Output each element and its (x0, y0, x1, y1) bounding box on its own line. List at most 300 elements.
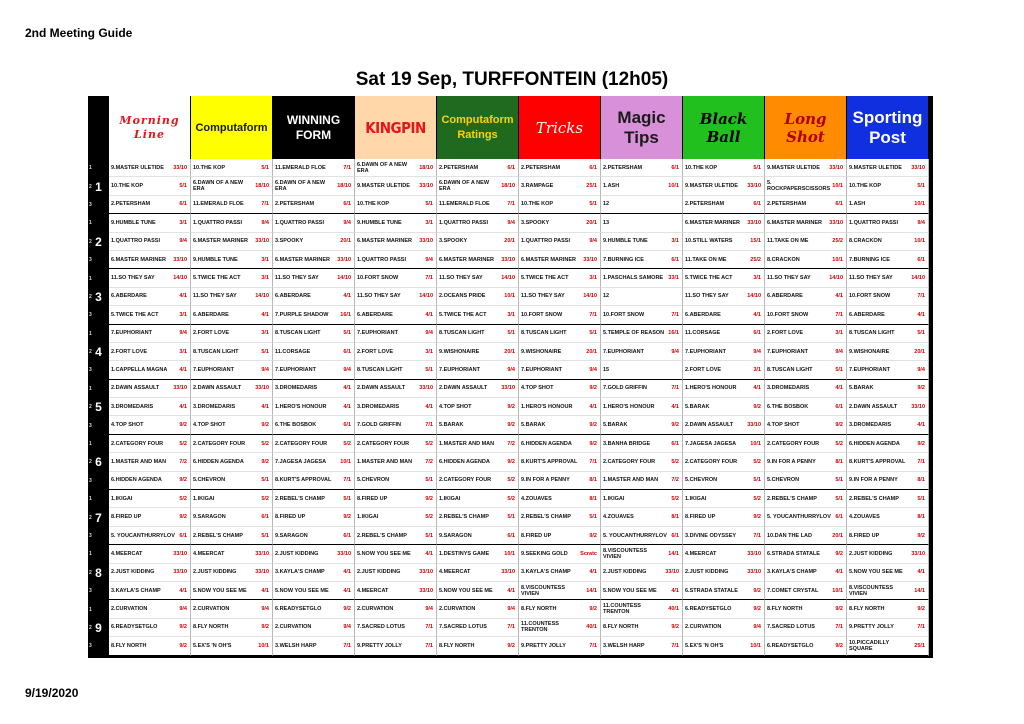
horse-name: 7.EUPHORIANT (603, 348, 644, 355)
odds: 5/1 (425, 477, 433, 484)
horse-name: 3.KAYLA'S CHAMP (275, 569, 325, 576)
horse-name: 15 (603, 366, 610, 373)
odds: 5/1 (507, 330, 515, 337)
odds: 16/1 (340, 311, 351, 318)
odds: 33/10 (419, 385, 433, 392)
odds: 15/1 (750, 238, 761, 245)
horse-name: 2.CATEGORY FOUR (685, 458, 738, 465)
horse-name: 11.COUNTESS TRENTON (603, 603, 641, 616)
tip-cell (191, 637, 273, 655)
horse-name: 5.EX'S 'N OH'S (193, 642, 232, 649)
tip-cell (273, 527, 355, 545)
odds: 20/1 (340, 238, 351, 245)
horse-name: 10.FORT SNOW (849, 293, 891, 300)
horse-name: 2.FORT LOVE (767, 330, 804, 337)
horse-name: 8.VISCOUNTESS VIVIEN (603, 547, 648, 560)
odds: 9/2 (179, 422, 187, 429)
horse-name: 2.PETERSHAM (275, 201, 315, 208)
tip-cell (683, 472, 765, 490)
tip-cell (683, 233, 765, 251)
tip-cell (683, 269, 765, 287)
horse-name: 2.FORT LOVE (193, 330, 230, 337)
horse-name: 2.REBEL'S CHAMP (193, 532, 243, 539)
tip-cell (765, 288, 847, 306)
tip-cell (109, 398, 191, 416)
odds: 9/4 (589, 366, 597, 373)
tip-cell (765, 508, 847, 526)
odds: 4/1 (507, 587, 515, 594)
tip-cell (273, 269, 355, 287)
header-corner (88, 96, 109, 159)
tip-cell (273, 398, 355, 416)
tip-cell (355, 619, 437, 637)
odds: 5/2 (671, 458, 679, 465)
column-header-long-shot: Long Shot (765, 96, 847, 159)
tip-cell (683, 508, 765, 526)
pick-position: 3 (89, 422, 92, 429)
odds: 4/1 (425, 403, 433, 410)
column-header-winning-form: WINNING FORM (273, 96, 355, 159)
tip-cell (765, 527, 847, 545)
tip-cell (273, 508, 355, 526)
tip-cell (273, 545, 355, 563)
odds: 9/4 (753, 348, 761, 355)
odds: 20/1 (504, 348, 515, 355)
tip-cell (355, 472, 437, 490)
odds: 4/1 (261, 403, 269, 410)
pick-position: 3 (89, 588, 92, 595)
odds: 6/1 (753, 201, 761, 208)
horse-name: 11.SO THEY SAY (849, 275, 893, 282)
tip-cell (355, 361, 437, 379)
horse-name: 6.THE BOSBOK (767, 403, 809, 410)
odds: 4/1 (753, 311, 761, 318)
horse-name: 2.JUST KIDDING (603, 569, 647, 576)
horse-name: 8.TUSCAN LIGHT (193, 348, 239, 355)
tip-cell (273, 380, 355, 398)
horse-name: 4.ZOUAVES (521, 495, 552, 502)
horse-name: 10.THE KOP (849, 183, 882, 190)
odds: 14/10 (911, 275, 925, 282)
horse-name: 2.REBEL'S CHAMP (767, 495, 817, 502)
horse-name: 11.SO THEY SAY (439, 275, 483, 282)
horse-name: 3.DROMEDARIS (849, 422, 892, 429)
horse-name: 9.WISHONAIRE (849, 348, 890, 355)
tip-cell (765, 251, 847, 269)
tip-cell (601, 490, 683, 508)
horse-name: 5.TWICE THE ACT (111, 311, 159, 318)
tip-cell (109, 416, 191, 434)
horse-name: 2.PETERSHAM (111, 201, 151, 208)
horse-name: 9.SARAGON (275, 532, 308, 539)
odds: 9/2 (589, 440, 597, 447)
tip-cell (273, 619, 355, 637)
horse-name: 11.EMERALD FLOE (439, 201, 490, 208)
horse-name: 2.CURVATION (111, 606, 148, 613)
horse-name: 3.SPOOKY (275, 238, 304, 245)
tip-cell (601, 196, 683, 214)
horse-name: 8.TUSCAN LIGHT (439, 330, 485, 337)
odds: 8/1 (589, 495, 597, 502)
tip-cell (519, 251, 601, 269)
horse-name: 10.THE KOP (521, 201, 554, 208)
race-number-label: 5 (95, 400, 102, 415)
odds: 4/1 (261, 587, 269, 594)
horse-name: 1.MASTER AND MAN (111, 458, 167, 465)
odds: 4/1 (753, 385, 761, 392)
horse-name: 8.KURT'S APPROVAL (521, 458, 578, 465)
tip-cell (519, 306, 601, 324)
tip-cell (355, 453, 437, 471)
tip-cell (109, 380, 191, 398)
tip-cell (519, 380, 601, 398)
tip-cell (519, 564, 601, 582)
column-header-tricks: Tricks (519, 96, 601, 159)
horse-name: 1.QUATTRO PASSI (521, 238, 570, 245)
document-footer-date: 9/19/2020 (25, 686, 79, 700)
tip-cell (765, 398, 847, 416)
tip-cell (601, 380, 683, 398)
odds: 9/2 (261, 458, 269, 465)
odds: 7/1 (589, 458, 597, 465)
odds: 7/1 (753, 532, 761, 539)
tip-cell (109, 582, 191, 600)
pick-position: 1 (89, 606, 92, 613)
race-number-label: 8 (95, 565, 102, 580)
horse-name: 2.CATEGORY FOUR (603, 458, 656, 465)
tip-cell (273, 472, 355, 490)
horse-name: 1.IKIGAI (193, 495, 215, 502)
odds: 33/10 (911, 550, 925, 557)
horse-name: 9.SEEKING GOLD (521, 550, 568, 557)
tip-cell (191, 233, 273, 251)
horse-name: 7.BURNING ICE (603, 256, 644, 263)
horse-name: 4.ZOUAVES (849, 514, 880, 521)
odds: 3/1 (261, 330, 269, 337)
tip-cell (109, 251, 191, 269)
tip-cell (273, 214, 355, 232)
horse-name: 6.READYSETGLO (275, 606, 322, 613)
horse-name: 2.REBEL'S CHAMP (521, 514, 571, 521)
horse-name: 11.SO THEY SAY (767, 275, 811, 282)
horse-name: 7.COMET CRYSTAL (767, 587, 819, 594)
tip-cell (847, 582, 929, 600)
odds: 5/1 (261, 532, 269, 539)
horse-name: 8.VISCOUNTESS VIVIEN (849, 584, 894, 597)
odds: 25/1 (586, 183, 597, 190)
odds: 7/1 (671, 642, 679, 649)
tip-cell (683, 214, 765, 232)
tip-cell (191, 251, 273, 269)
tip-cell (847, 398, 929, 416)
tip-cell (437, 343, 519, 361)
pick-position: 2 (89, 183, 92, 190)
pick-position: 3 (89, 367, 92, 374)
horse-name: 5.NOW YOU SEE ME (849, 569, 903, 576)
tip-cell (519, 582, 601, 600)
tip-cell (847, 453, 929, 471)
odds: 14/10 (337, 275, 351, 282)
tip-cell (847, 619, 929, 637)
tip-cell (601, 251, 683, 269)
tip-cell (109, 343, 191, 361)
tip-cell (355, 564, 437, 582)
tip-cell (683, 196, 765, 214)
odds: 3/1 (425, 219, 433, 226)
odds: 4/1 (589, 569, 597, 576)
race-number-label: 2 (95, 234, 102, 249)
horse-name: 7.SACRED LOTUS (357, 624, 405, 631)
horse-name: 1.MASTER AND MAN (603, 477, 659, 484)
race-number-label: 7 (95, 510, 102, 525)
odds: 4/1 (343, 293, 351, 300)
odds: 4/1 (425, 550, 433, 557)
tip-cell (191, 214, 273, 232)
race-number-label: 3 (95, 289, 102, 304)
pick-position: 1 (89, 441, 92, 448)
tip-cell (355, 600, 437, 618)
horse-name: 3.KAYLA'S CHAMP (111, 587, 161, 594)
horse-name: 2.REBEL'S CHAMP (439, 514, 489, 521)
pick-position-markers (89, 214, 92, 269)
horse-name: 6.READYSETGLO (767, 642, 814, 649)
odds: 9/2 (589, 532, 597, 539)
odds: 8/1 (671, 514, 679, 521)
tip-cell (683, 177, 765, 195)
horse-name: 2.OCEANS PRIDE (439, 293, 486, 300)
pick-position: 3 (89, 643, 92, 650)
horse-name: 6.MASTER MARINER (439, 256, 495, 263)
odds: 6/1 (343, 422, 351, 429)
tip-cell (765, 545, 847, 563)
odds: 6/1 (507, 532, 515, 539)
tip-cell (519, 269, 601, 287)
horse-name: 2.CURVATION (275, 624, 312, 631)
horse-name: 9.HUMBLE TUNE (357, 219, 402, 226)
horse-name: 7.SACRED LOTUS (767, 624, 815, 631)
horse-name: 6.READYSETGLO (685, 606, 732, 613)
tip-cell (683, 637, 765, 655)
column-header-computaform: Computaform (191, 96, 273, 159)
odds: 8/1 (835, 458, 843, 465)
odds: 5/2 (835, 440, 843, 447)
horse-name: 2.PETERSHAM (767, 201, 807, 208)
race-number (88, 545, 109, 600)
horse-name: 1.IKIGAI (357, 514, 379, 521)
horse-name: 3.WELSH HARP (603, 642, 645, 649)
tip-cell (437, 472, 519, 490)
odds: 14/10 (255, 293, 269, 300)
tip-cell (847, 159, 929, 177)
odds: 4/1 (671, 587, 679, 594)
horse-name: 5.CHEVRON (193, 477, 226, 484)
odds: 6/1 (179, 201, 187, 208)
horse-name: 1.ASH (849, 201, 866, 208)
horse-name: 2.JUST KIDDING (685, 569, 729, 576)
tip-cell (683, 600, 765, 618)
pick-position: 2 (89, 459, 92, 466)
odds: 5/1 (425, 532, 433, 539)
odds: 9/2 (179, 477, 187, 484)
odds: 7/1 (425, 422, 433, 429)
odds: 4/1 (343, 569, 351, 576)
horse-name: 2.JUST KIDDING (849, 550, 893, 557)
odds: 9/2 (425, 495, 433, 502)
odds: 9/4 (917, 366, 925, 373)
odds: 6/1 (179, 532, 187, 539)
horse-name: 8.FLY NORTH (439, 642, 475, 649)
odds: 20/1 (914, 348, 925, 355)
tip-cell (765, 325, 847, 343)
tip-cell (683, 527, 765, 545)
odds: 5/1 (917, 183, 925, 190)
tip-cell (683, 545, 765, 563)
odds: 9/4 (917, 219, 925, 226)
tip-cell (683, 619, 765, 637)
tip-cell (601, 416, 683, 434)
race-number (88, 490, 109, 545)
horse-name: 6.MASTER MARINER (767, 219, 823, 226)
tip-cell (273, 288, 355, 306)
tip-cell (437, 251, 519, 269)
race-number (88, 325, 109, 380)
odds: 5/1 (589, 514, 597, 521)
pick-position: 2 (89, 569, 92, 576)
odds: 7/1 (425, 624, 433, 631)
horse-name: 7.SACRED LOTUS (439, 624, 487, 631)
odds: 6/1 (671, 440, 679, 447)
horse-name: 6.READYSETGLO (111, 624, 158, 631)
horse-name: 12 (603, 293, 610, 300)
horse-name: 2.DAWN ASSAULT (849, 403, 898, 410)
tip-cell (847, 306, 929, 324)
tip-cell (847, 343, 929, 361)
horse-name: 1.MASTER AND MAN (439, 440, 495, 447)
tip-cell (519, 398, 601, 416)
odds: 8/1 (917, 477, 925, 484)
odds: 7/1 (917, 293, 925, 300)
horse-name: 10.FORT SNOW (603, 311, 645, 318)
tip-cell (273, 159, 355, 177)
odds: 5/1 (425, 201, 433, 208)
odds: 9/4 (425, 606, 433, 613)
horse-name: 3.KAYLA'S CHAMP (767, 569, 817, 576)
odds: 7/1 (343, 477, 351, 484)
tip-cell (601, 159, 683, 177)
odds: 4/1 (179, 587, 187, 594)
horse-name: 11.SO THEY SAY (357, 293, 401, 300)
odds: 33/10 (173, 550, 187, 557)
tip-cell (601, 600, 683, 618)
horse-name: 5.TEMPLE OF REASON (603, 330, 665, 337)
odds: 6/1 (917, 256, 925, 263)
odds: 9/4 (179, 330, 187, 337)
horse-name: 6.ABERDARE (849, 311, 885, 318)
tip-cell (109, 600, 191, 618)
odds: 18/10 (337, 183, 351, 190)
horse-name: 11.EMERALD FLOE (275, 164, 326, 171)
horse-name: 2.CATEGORY FOUR (111, 440, 164, 447)
horse-name: 4.TOP SHOT (439, 403, 472, 410)
tip-cell (109, 545, 191, 563)
horse-name: 1.IKIGAI (603, 495, 625, 502)
pick-position: 1 (89, 330, 92, 337)
horse-name: 8.KURT'S APPROVAL (275, 477, 332, 484)
odds: 33/10 (747, 183, 761, 190)
odds: 9/4 (261, 606, 269, 613)
odds: 9/2 (179, 642, 187, 649)
odds: 33/10 (419, 183, 433, 190)
tip-cell (519, 637, 601, 655)
horse-name: 6.MASTER MARINER (275, 256, 331, 263)
horse-name: 3.BANHA BRIDGE (603, 440, 651, 447)
tip-cell (191, 453, 273, 471)
tip-cell (355, 288, 437, 306)
tip-cell (765, 435, 847, 453)
tip-cell (437, 177, 519, 195)
odds: 20/1 (586, 219, 597, 226)
page-title: Sat 19 Sep, TURFFONTEIN (12h05) (355, 69, 669, 90)
horse-name: 2.PETERSHAM (603, 164, 643, 171)
odds: 16/1 (668, 330, 679, 337)
odds: 5/1 (753, 164, 761, 171)
meeting-guide-table (88, 96, 933, 658)
pick-position: 3 (89, 533, 92, 539)
odds: 9/4 (507, 219, 515, 226)
tip-cell (683, 380, 765, 398)
odds: 9/2 (507, 422, 515, 429)
odds: 5/1 (835, 366, 843, 373)
odds: 3/1 (671, 238, 679, 245)
horse-name: 1.ASH (603, 183, 620, 190)
tip-cell (109, 564, 191, 582)
tip-cell (355, 306, 437, 324)
tip-cell (601, 214, 683, 232)
odds: 7/1 (507, 624, 515, 631)
odds: 9/2 (507, 403, 515, 410)
tip-cell (601, 619, 683, 637)
tip-cell (847, 637, 929, 655)
horse-name: 9.MASTER ULETIDE (111, 164, 164, 171)
odds: 40/1 (586, 624, 597, 631)
tip-cell (601, 545, 683, 563)
odds: 7/1 (917, 458, 925, 465)
horse-name: 2.CURVATION (685, 624, 722, 631)
horse-name: 8.FLY NORTH (521, 606, 557, 613)
tip-cell (601, 564, 683, 582)
odds: 9/4 (507, 606, 515, 613)
tip-cell (273, 361, 355, 379)
tip-cell (683, 435, 765, 453)
odds: 9/4 (425, 256, 433, 263)
odds: 5/2 (179, 440, 187, 447)
tip-cell (765, 490, 847, 508)
tip-cell (273, 582, 355, 600)
tip-cell (355, 490, 437, 508)
odds: 3/1 (507, 311, 515, 318)
horse-name: 3.DIVINE ODYSSEY (685, 532, 737, 539)
odds: 5/1 (261, 348, 269, 355)
race-number (88, 600, 109, 655)
odds: 14/10 (419, 293, 433, 300)
tip-cell (273, 564, 355, 582)
odds: 7/2 (425, 458, 433, 465)
tip-cell (109, 288, 191, 306)
horse-name: 1.QUATTRO PASSI (439, 219, 488, 226)
tip-cell (191, 196, 273, 214)
column-header-magic-tips: Magic Tips (601, 96, 683, 159)
odds: 33/10 (255, 569, 269, 576)
